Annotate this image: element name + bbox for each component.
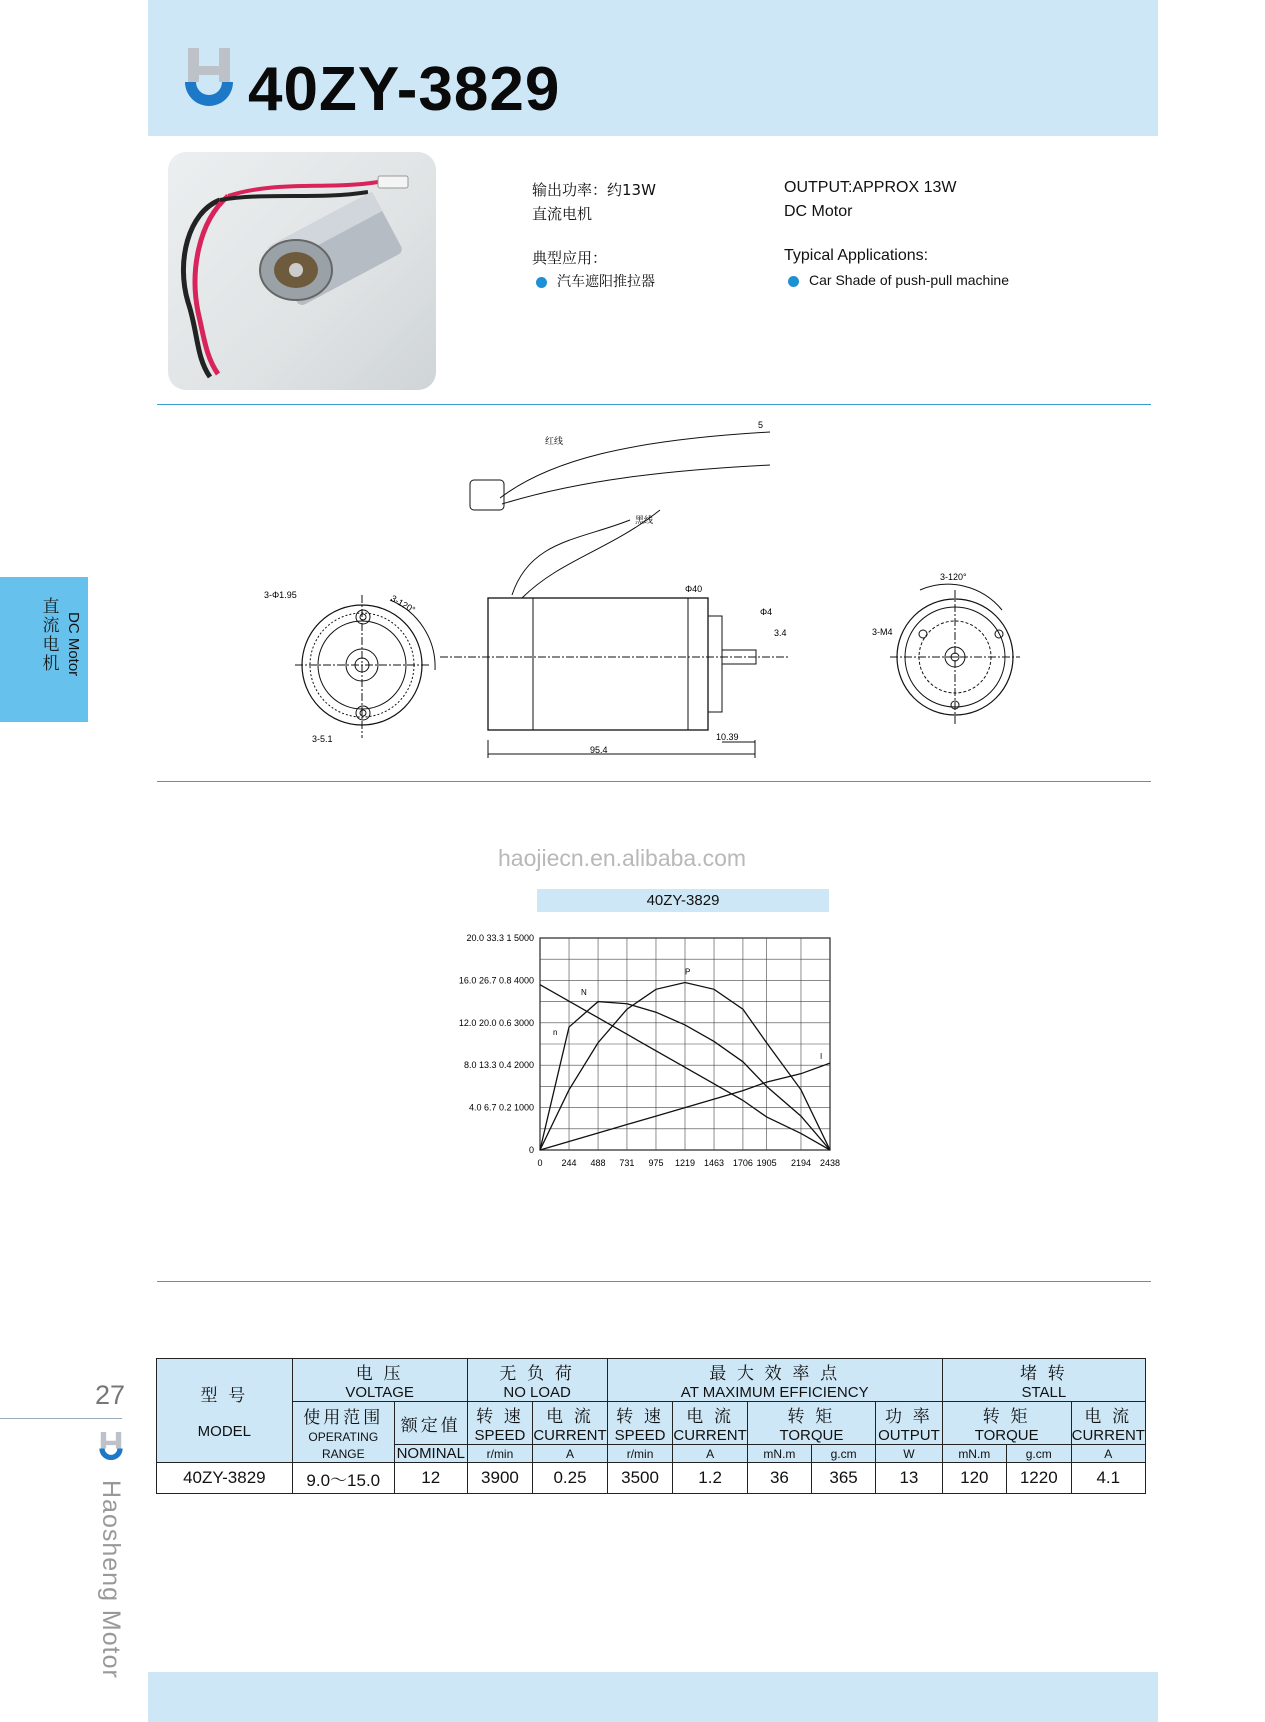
dim-body-dia: Φ40: [685, 584, 703, 594]
x-tick-label: 2438: [819, 1158, 841, 1168]
label-red-wire: 红线: [545, 436, 564, 446]
footer-band: [148, 1672, 1158, 1722]
x-tick-label: 1463: [704, 1158, 725, 1168]
y-tick-label: 20.0 33.3 1 5000: [466, 933, 534, 943]
haosheng-logo-icon: [97, 1432, 125, 1466]
info-chinese: [532, 178, 656, 294]
x-tick-label: 244: [561, 1158, 577, 1168]
y-tick-label: 12.0 20.0 0.6 3000: [458, 1017, 534, 1028]
label-black-wire: 黑线: [635, 515, 654, 525]
dim-angle-front: 3-120°: [389, 593, 418, 616]
x-tick-label: 1219: [674, 1158, 696, 1168]
dim-angle-rear: 3-120°: [940, 572, 967, 582]
dim-slot: 3-5.1: [312, 734, 333, 744]
x-tick-label: 2194: [790, 1158, 811, 1168]
rear-view: [890, 584, 1020, 725]
y-tick-label: 8.0 13.3 0.4 2000: [463, 1060, 534, 1071]
output-cn: 输出功率：约13W: [532, 181, 656, 199]
x-tick-label: 975: [648, 1158, 664, 1168]
dim-flat: 3.4: [774, 628, 787, 638]
y-tick-label: 0: [528, 1145, 534, 1155]
series-label: I: [820, 1052, 823, 1062]
x-tick-label: 0: [537, 1158, 543, 1168]
side-view: [440, 432, 790, 758]
col-range: 使用范围 OPERATING RANGE: [292, 1402, 394, 1463]
watermark: haojiecn.en.alibaba.com: [498, 845, 747, 871]
x-tick-label: 1706: [732, 1158, 753, 1168]
dim-shaft-dia: Φ4: [760, 607, 773, 617]
page-title: 40ZY-3829: [248, 55, 561, 124]
col-model: 型 号 MODEL: [157, 1359, 293, 1463]
applications-label-en: Typical Applications:: [784, 247, 929, 264]
front-view: [295, 595, 435, 738]
divider: [157, 1281, 1151, 1282]
x-tick-label: 488: [590, 1158, 606, 1168]
dim-wire-len: 5: [758, 420, 764, 430]
col-maxeff: 最 大 效 率 点 AT MAXIMUM EFFICIENCY: [607, 1359, 942, 1402]
x-tick-label: 731: [619, 1158, 635, 1168]
side-tab-en: DC Motor: [65, 612, 82, 677]
divider: [157, 781, 1151, 782]
table-row: 40ZY-3829 9.0～15.0 12 3900 0.25 3500 1.2 36 365 13 120 1220 4.1: [157, 1463, 1146, 1494]
type-en: DC Motor: [784, 203, 853, 220]
y-tick-label: 4.0 6.7 0.2 1000: [468, 1102, 534, 1113]
side-tab-cn: 直流电机: [42, 597, 60, 674]
col-stall: 堵 转 STALL: [942, 1359, 1145, 1402]
dim-shaft-len: 10.39: [716, 732, 739, 742]
page-number: 27: [95, 1380, 126, 1410]
col-noload: 无 负 荷 NO LOAD: [467, 1359, 607, 1402]
brand-name: Haosheng Motor: [97, 1480, 125, 1679]
y-tick-label: 16.0 26.7 0.8 4000: [458, 975, 534, 986]
chart-title: 40ZY-3829: [537, 889, 829, 912]
haosheng-logo-icon: [182, 48, 236, 118]
spec-table: 型 号 MODEL 电 压 VOLTAGE 无 负 荷 NO LOAD 最 大 效 率 点 AT MAXIMUM EFFICIENCY 堵 转 STALL 使用范围 OPERATING RANGE 额定值 转 速 SPEED 电 流 CURRENT 转 速 SPEED 电 流 CURRENT 转 矩 TORQUE 功 率 OUTPUT 转 矩 TORQUE 电 流 CURRENT NOMINAL r/min A r/min A mN.m g.cm W mN.m g.cm A 40ZY-3829 9.0～15.0 12 3900 0.25 3500 1.2 36 365 13 120 1220 4.1: [156, 1358, 1146, 1494]
dim-length: 95.4: [590, 745, 608, 755]
col-voltage: 电 压 VOLTAGE: [292, 1359, 467, 1402]
motor-photo: [168, 152, 436, 390]
series-label: n: [553, 1028, 558, 1038]
info-english: [784, 176, 1009, 292]
bullet-icon: [788, 276, 799, 287]
series-label: P: [685, 967, 691, 977]
applications-label-cn: 典型应用：: [532, 249, 608, 267]
technical-drawing: [250, 420, 1100, 770]
series-label: N: [581, 988, 587, 998]
bullet-icon: [536, 277, 547, 288]
dim-holes: 3-Φ1.95: [264, 590, 297, 600]
page-rule: [0, 1418, 122, 1419]
divider: [157, 404, 1151, 405]
col-nominal-cn: 额定值: [394, 1402, 467, 1445]
type-cn: 直流电机: [532, 205, 593, 223]
application-item-en: Car Shade of push-pull machine: [809, 272, 1010, 288]
output-en: OUTPUT:APPROX 13W: [784, 179, 957, 196]
dim-threads: 3-M4: [872, 627, 893, 637]
x-tick-label: 1905: [756, 1158, 777, 1168]
application-item-cn: 汽车遮阳推拉器: [557, 274, 655, 290]
performance-chart: [430, 918, 850, 1198]
